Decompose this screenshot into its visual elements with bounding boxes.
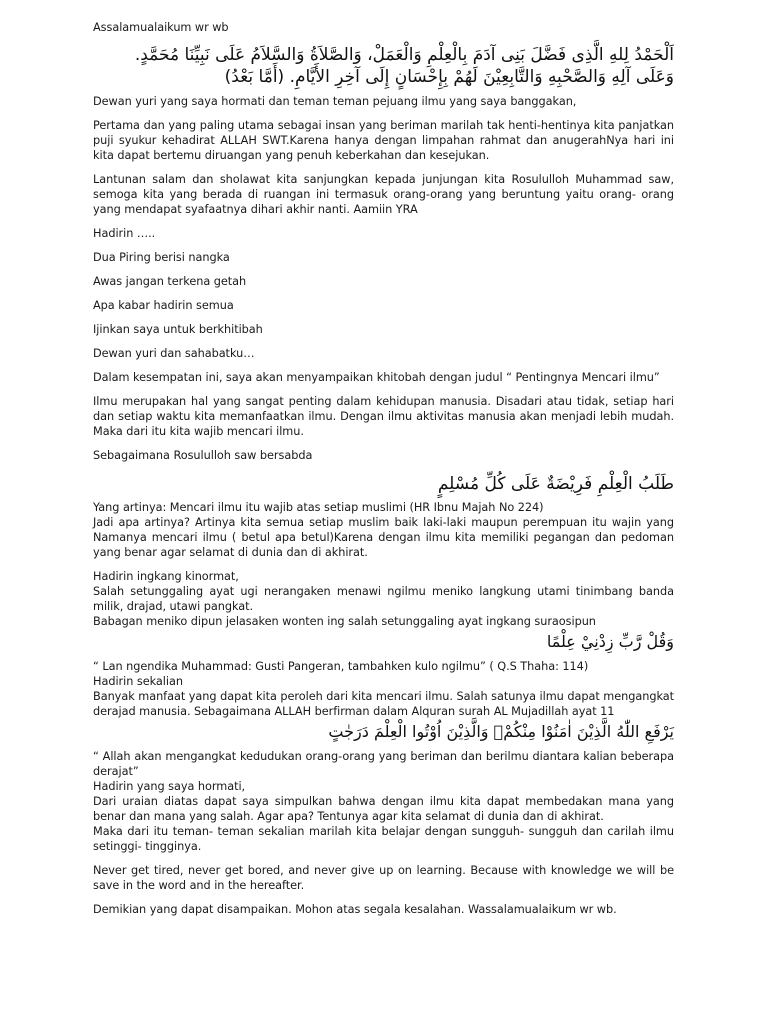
- sholawat-paragraph: Lantunan salam dan sholawat kita sanjungkan kepada junjungan kita Rosululloh Muhammad saw, semoga kita yang berada di ruangan ini termasuk orang-orang yang beruntung yaitu orang- orang yang mendapat syafaatnya dihari akhir nanti. Aamiin YRA: [93, 173, 674, 216]
- pantun-line: Ijinkan saya untuk berkhitibah: [93, 323, 263, 336]
- pantun-line: Apa kabar hadirin semua: [93, 299, 234, 312]
- benefit-block: [93, 659, 674, 719]
- javanese-statement: Salah setunggaling ayat ugi nerangaken menawi ngilmu meniko langkung utami tinimbang banda milik, drajad, utawi pangkat.: [93, 585, 674, 613]
- greeting: Assalamualaikum wr wb: [93, 21, 229, 34]
- hadith-explanation: Jadi apa artinya? Artinya kita semua setiap muslim baik laki-laki maupun perempuan itu wajin yang Namanya mencari ilmu ( betul apa betul)Karena dengan ilmu kita memiliki pegangan dan pedoman yang benar agar selamat di dunia dan di akhirat.: [93, 516, 674, 559]
- hadith-intro: Sebagaimana Rosululloh saw bersabda: [93, 449, 313, 462]
- pantun-line: Dua Piring berisi nangka: [93, 251, 230, 264]
- hadith-explanation-block: [93, 500, 674, 560]
- intro-paragraph: Dalam kesempatan ini, saya akan menyampaikan khitobah dengan judul “ Pentingnya Mencari ilmu”: [93, 371, 660, 384]
- hadith-arabic: طَلَبُ الْعِلْمِ فَرِيْضَةٌ عَلَى كُلِّ مُسْلِمٍ: [437, 474, 674, 494]
- benefit-paragraph: Banyak manfaat yang dapat kita peroleh dari kita mencari ilmu. Salah satunya ilmu dapat mengangkat derajad manusia. Sebagaimana ALLAH berfirman dalam Alquran surah AL Mujadillah ayat 11: [93, 690, 674, 718]
- javanese-ayah-intro: Babagan meniko dipun jelasaken wonten ing salah setunggaling ayat ingkang suraosipun: [93, 615, 596, 628]
- pantun-line: Awas jangan terkena getah: [93, 275, 247, 288]
- farewell: Demikian yang dapat disampaikan. Mohon atas segala kesalahan. Wassalamualaikum wr wb.: [93, 903, 617, 916]
- document-page: [93, 20, 674, 926]
- pantun-line: Hadirin …..: [93, 227, 156, 240]
- arabic-opening-prayer: اَلْحَمْدُ لِلهِ الَّذِى فَضَّلَ بَنِى آدَمَ بِالْعِلْمِ وَالْعَمَلْ، وَالصَّلاَةُ وَالسَّلاَمُ عَلَى نَبِيِّنَا مُحَمَّدٍ. وَعَلَى آلِهِ وَالصَّحْبِهِ وَالتَّابِعِيْنَ لَهُمْ بِإِحْسَانٍ إِلَى آخِرِ الأَيَّامِ. (أَمَّا بَعْدُ): [134, 45, 674, 87]
- ayah-thaha-translation: “ Lan ngendika Muhammad: Gusti Pangeran, tambahken kulo ngilmu” ( Q.S Thaha: 114): [93, 660, 589, 673]
- ayah-thaha-arabic: وَقُلْ رَّبِّ زِدْنِيْ عِلْمًا: [546, 632, 674, 651]
- english-closing: Never get tired, never get bored, and never give up on learning. Because with knowledge we will be save in the word and in the hereafter.: [93, 864, 674, 892]
- gratitude-paragraph: Pertama dan yang paling utama sebagai insan yang beriman marilah tak henti-hentinya kita panjatkan puji syukur kehadirat ALLAH SWT.Karena hanya dengan limpahan rahmat dan anugerahNya hari ini kita dapat bertemu diruangan yang penuh keberkahan dan kesejukan.: [93, 119, 674, 162]
- ayah-mujadilah-arabic: يَرْفَعِ اللّٰهُ الَّذِيْنَ اٰمَنُوْا مِنْكُمْۙ وَالَّذِيْنَ اُوْتُوا الْعِلْمَ دَرَجٰتٍ: [328, 722, 674, 741]
- audience-address: Hadirin sekalian: [93, 675, 183, 688]
- javanese-block: [93, 569, 674, 629]
- hadith-translation: Yang artinya: Mencari ilmu itu wajib atas setiap muslimi (HR Ibnu Majah No 224): [93, 501, 544, 514]
- importance-paragraph: Ilmu merupakan hal yang sangat penting dalam kehidupan manusia. Disadari atau tidak, setiap hari dan setiap waktu kita memanfaatkan ilmu. Dengan ilmu aktivitas manusia akan menjadi lebih mudah. Maka dari itu kita wajib mencari ilmu.: [93, 395, 674, 438]
- address-paragraph: Dewan yuri yang saya hormati dan teman teman pejuang ilmu yang saya banggakan,: [93, 95, 577, 108]
- javanese-greeting: Hadirin ingkang kinormat,: [93, 570, 239, 583]
- conclusion-block: [93, 749, 674, 854]
- audience-address: Hadirin yang saya hormati,: [93, 780, 246, 793]
- ayah-mujadilah-translation: “ Allah akan mengangkat kedudukan orang-orang yang beriman dan berilmu diantara kalian beberapa derajat”: [93, 750, 674, 778]
- conclusion-paragraph: Dari uraian diatas dapat saya simpulkan bahwa dengan ilmu kita dapat membedakan mana yang benar dan mana yang salah. Agar apa? Tentunya agar kita selamat di dunia dan di akhirat.: [93, 795, 674, 823]
- pantun-line: Dewan yuri dan sahabatku…: [93, 347, 255, 360]
- call-to-learn: Maka dari itu teman- teman sekalian marilah kita belajar dengan sungguh- sungguh dan carilah ilmu setinggi- tingginya.: [93, 825, 674, 853]
